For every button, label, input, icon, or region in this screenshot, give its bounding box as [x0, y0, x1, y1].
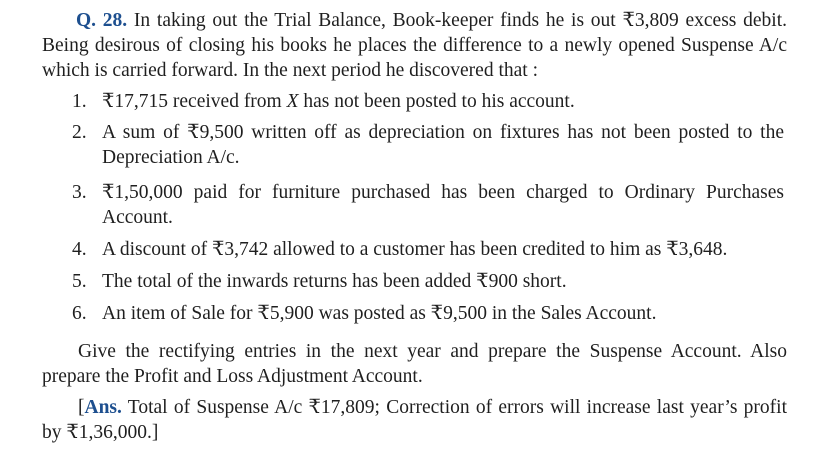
question-label: Q. 28. — [76, 10, 128, 31]
list-item-2 — [72, 120, 784, 170]
answer-paragraph — [42, 395, 787, 445]
list-item-4 — [72, 237, 784, 262]
question-paragraph — [42, 8, 787, 83]
list-item-text-post: has not been posted to his account. — [298, 91, 575, 112]
list-item-text: The total of the inwards returns has been added ₹900 short. — [102, 271, 567, 292]
question-text: In taking out the Trial Balance, Book-keeper finds he is out ₹3,809 excess debit. Being desirous of closing his books he places the difference to a newly opened Suspense A/c which is carried forward. In the next period he discovered that : — [42, 10, 787, 81]
list-item-number: 4. — [72, 239, 87, 260]
list-item-5 — [72, 269, 784, 294]
list-item-number: 5. — [72, 271, 87, 292]
list-item-text: An item of Sale for ₹5,900 was posted as ₹9,500 in the Sales Account. — [102, 303, 657, 324]
list-item-text: A sum of ₹9,500 written off as depreciation on fixtures has not been posted to the Depreciation A/c. — [102, 122, 784, 168]
list-item-text: ₹1,50,000 paid for furniture purchased has been charged to Ordinary Purchases Account. — [102, 182, 784, 228]
list-item-text — [102, 89, 784, 114]
answer-open-bracket: [ — [78, 397, 85, 418]
list-item-number: 6. — [72, 303, 87, 324]
list-item-text-pre: ₹17,715 received from — [102, 91, 287, 112]
list-item-number: 3. — [72, 182, 87, 203]
instruction-paragraph: Give the rectifying entries in the next year and prepare the Suspense Account. Also prepare the Profit and Loss Adjustment Account. — [42, 341, 787, 387]
answer-label: Ans. — [84, 397, 122, 418]
list-item-text: A discount of ₹3,742 allowed to a customer has been credited to him as ₹3,648. — [102, 239, 728, 260]
list-item-6 — [72, 301, 784, 326]
answer-text: Total of Suspense A/c ₹17,809; Correction of errors will increase last year’s profit by ₹1,36,000.] — [42, 397, 787, 443]
list-item-3 — [72, 180, 784, 230]
list-item-1 — [72, 89, 784, 114]
list-item-number: 1. — [72, 91, 87, 112]
list-item-number: 2. — [72, 122, 87, 143]
list-item-text-party: X — [286, 91, 299, 112]
